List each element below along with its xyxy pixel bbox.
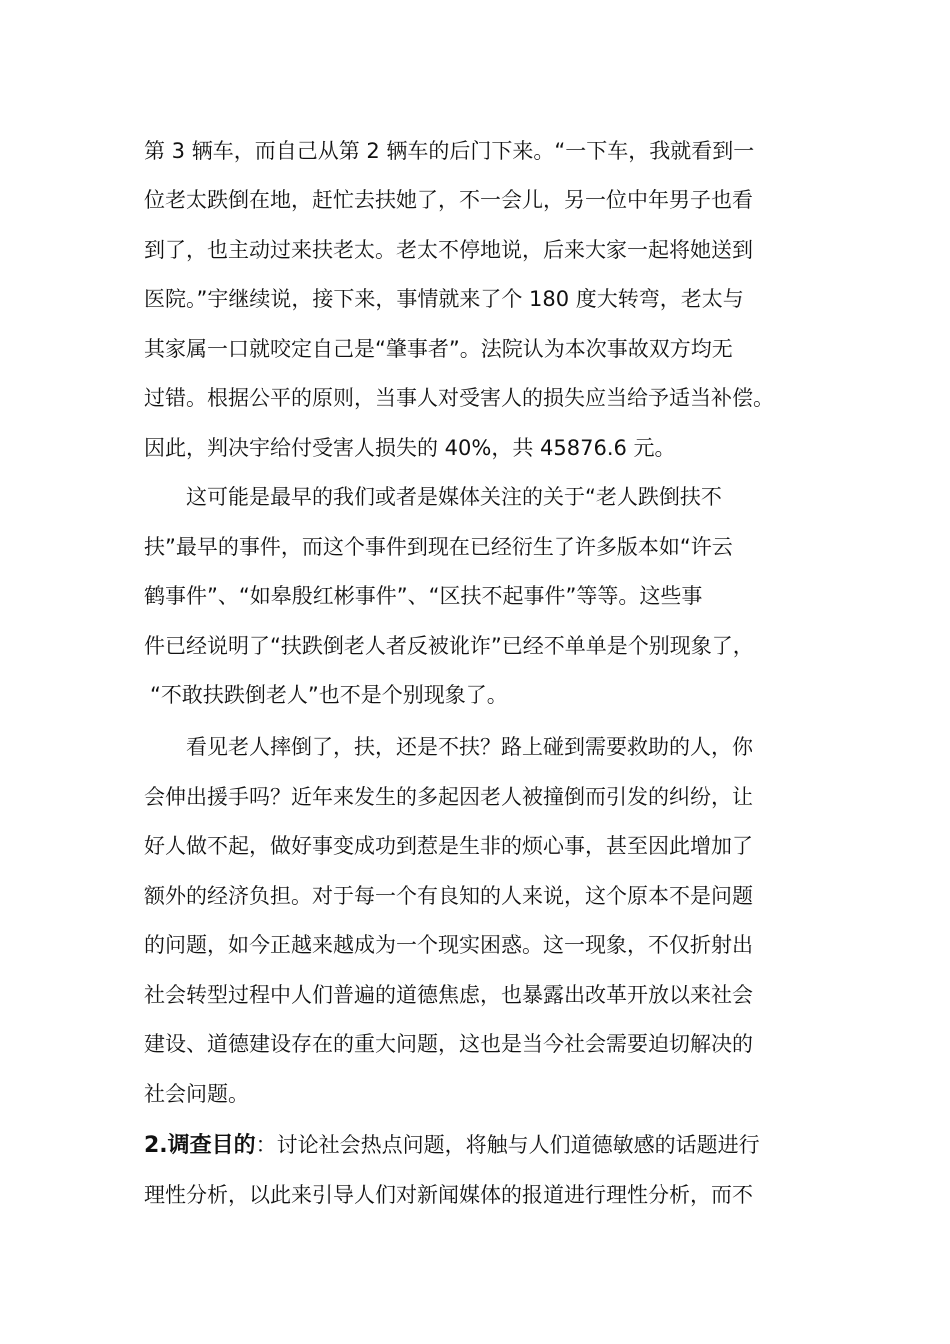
paragraph-line: 位老太跌倒在地，赶忙去扶她了，不一会儿，另一位中年男子也看 [144,188,753,212]
paragraph-line: 社会问题。 [144,1082,249,1106]
section-heading-rest: ：讨论社会热点问题，将触与人们道德敏感的话题进行 [255,1133,760,1157]
paragraph-line: 因此，判决宇给付受害人损失的 40%，共 45876.6 元。 [144,436,676,460]
paragraph-line: 其家属一口就咬定自己是“肇事者”。法院认为本次事故双方均无 [144,337,733,361]
paragraph-line: 会伸出援手吗？近年来发生的多起因老人被撞倒而引发的纠纷，让 [144,785,753,809]
paragraph-line: 医院。”宇继续说，接下来，事情就来了个 180 度大转弯，老太与 [144,287,744,311]
section-heading-line [144,1120,824,1170]
section-heading: 2.调查目的 [144,1133,256,1158]
paragraph-line: 理性分析，以此来引导人们对新闻媒体的报道进行理性分析，而不 [144,1183,753,1207]
paragraph-line: 好人做不起，做好事变成功到惹是生非的烦心事，甚至因此增加了 [144,834,753,858]
paragraph-line: 扶”最早的事件，而这个事件到现在已经衍生了许多版本如“许云 [144,535,733,559]
paragraph-line: 的问题，如今正越来越成为一个现实困惑。这一现象，不仅折射出 [144,933,753,957]
paragraph-line: 额外的经济负担。对于每一个有良知的人来说，这个原本不是问题 [144,884,753,908]
paragraph-line: 件已经说明了“扶跌倒老人者反被讹诈”已经不单单是个别现象了， [144,634,754,658]
paragraph-line: “不敢扶跌倒老人”也不是个别现象了。 [150,683,508,707]
paragraph-line: 过错。根据公平的原则，当事人对受害人的损失应当给予适当补偿。 [144,386,774,410]
paragraph-line: 建设、道德建设存在的重大问题，这也是当今社会需要迫切解决的 [144,1032,753,1056]
paragraph-line: 鹤事件”、“如皋殷红彬事件”、“区扶不起事件”等等。这些事 [144,584,703,608]
paragraph-line: 第 3 辆车，而自己从第 2 辆车的后门下来。“一下车，我就看到一 [144,139,755,163]
paragraph-line: 看见老人摔倒了，扶，还是不扶？路上碰到需要救助的人，你 [186,735,753,759]
paragraph-line: 社会转型过程中人们普遍的道德焦虑，也暴露出改革开放以来社会 [144,983,753,1007]
paragraph-line: 这可能是最早的我们或者是媒体关注的关于“老人跌倒扶不 [186,485,722,509]
paragraph-line: 到了，也主动过来扶老太。老太不停地说，后来大家一起将她送到 [144,238,753,262]
